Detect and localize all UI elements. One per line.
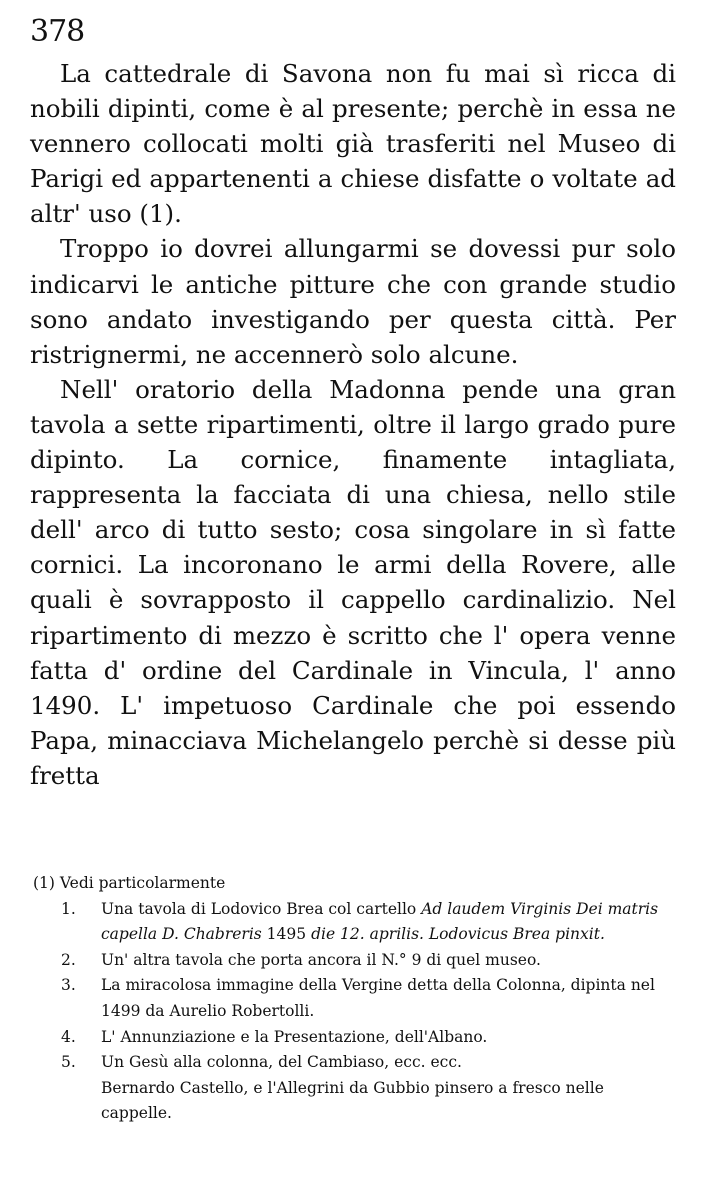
footnote-number: 1. (61, 899, 76, 918)
footnote-number: 5. (61, 1053, 76, 1072)
footnote-text: L' Annunziazione e la Presentazione, dell'Albano. (101, 1027, 488, 1046)
footnote-item (33, 973, 676, 1024)
paragraph-oratory: Nell' oratorio della Madonna pende una gran tavola a sette ripartimenti, oltre il largo grado pure dipinto. La cornice, finamente intagliata, rappresenta la facciata di una chiesa, nello stile dell' arco di tutto sesto; cosa singolare in sì fatte cornici. La incoronano le armi della Rovere, alle quali è sovrapposto il cappello cardinalizio. Nel ripartimento di mezzo è scritto che l' opera venne fatta d' ordine del Cardinale in Vincula, l' anno 1490. L' impetuoso Cardinale che poi essendo Papa, minacciava Michelangelo perchè si desse più fretta (30, 374, 676, 790)
footnote-item (33, 1050, 676, 1076)
footnote-number: 3. (61, 976, 76, 995)
footnote-italic-text: Ad laudem Virginis Dei matris capella D. Chabreris (101, 899, 659, 944)
footnote-italic-text: die 12. aprilis. Lodovicus Brea pinxit. (311, 925, 605, 944)
footnote-item (33, 897, 676, 948)
footnote-number: 2. (61, 950, 76, 969)
footnote-item (33, 948, 676, 974)
footnote-heading: (1) Vedi particolarmente (33, 874, 226, 892)
footnotes (33, 871, 676, 1127)
paragraph-cathedral: La cattedrale di Savona non fu mai sì ricca di nobili dipinti, come è al presente; perchè in essa ne vennero collocati molti già trasferiti nel Museo di Parigi ed appartenenti a chiese disfatte o voltate ad altr' uso (1). (30, 59, 676, 229)
footnote-year: 1495 (261, 925, 312, 944)
paragraph-old-paintings: Troppo io dovrei allungarmi se dovessi pur solo indicarvi le antiche pitture che con grande studio sono andato investigando per questa città. Per ristrignermi, ne accennerò solo alcune. (30, 234, 676, 369)
footnote-trailing-note: Bernardo Castello, e l'Allegrini da Gubbio pinsero a fresco nelle cappelle. (101, 1078, 604, 1123)
footnote-list (33, 897, 676, 1076)
main-text (30, 56, 676, 793)
footnote-text: Un' altra tavola che porta ancora il N.° 9 di quel museo. (101, 950, 541, 969)
footnote-text: Una tavola di Lodovico Brea col cartello (101, 899, 422, 918)
footnote-item (33, 1025, 676, 1051)
page-number: 378 (30, 14, 85, 49)
footnote-number: 4. (61, 1027, 76, 1046)
footnote-text: Un Gesù alla colonna, del Cambiaso, ecc. ecc. (101, 1053, 462, 1072)
footnote-text: La miracolosa immagine della Vergine detta della Colonna, dipinta nel 1499 da Aurelio Robertolli. (101, 976, 655, 1020)
